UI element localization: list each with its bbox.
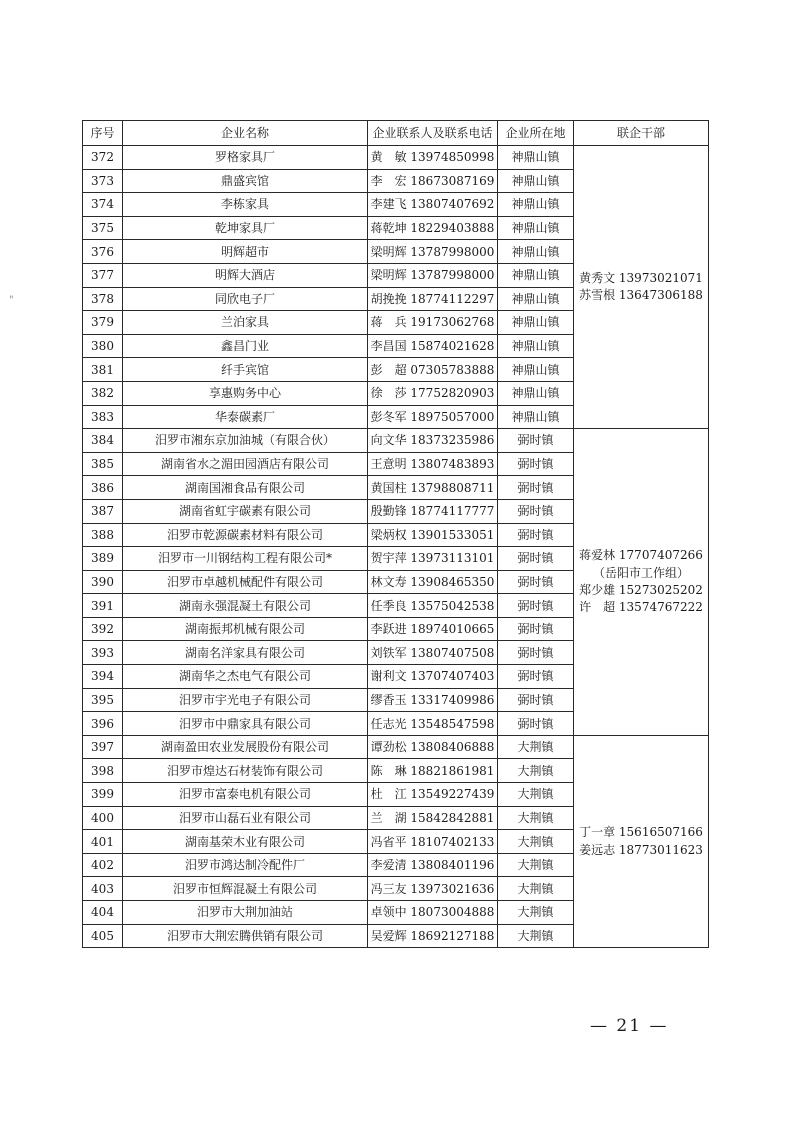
row-contact: 林文寿 13908465350: [368, 570, 498, 594]
row-town: 神鼎山镇: [498, 193, 574, 217]
row-enterprise-name: 乾坤家具厂: [123, 216, 368, 240]
row-town: 神鼎山镇: [498, 358, 574, 382]
row-town: 神鼎山镇: [498, 169, 574, 193]
row-enterprise-name: 汨罗市湘东京加油城（有限合伙）: [123, 429, 368, 453]
row-no: 379: [83, 311, 123, 335]
row-contact: 殷勤锋 18774117777: [368, 499, 498, 523]
row-town: 弼时镇: [498, 641, 574, 665]
row-enterprise-name: 汨罗市富泰电机有限公司: [123, 783, 368, 807]
row-contact: 冯省平 18107402133: [368, 830, 498, 854]
header-no: 序号: [83, 121, 123, 146]
cadre-group: [574, 429, 709, 736]
row-contact: 黄国柱 13798808711: [368, 476, 498, 500]
row-no: 395: [83, 688, 123, 712]
cadre-group: [574, 146, 709, 429]
row-contact: 任志光 13548547598: [368, 712, 498, 736]
row-enterprise-name: 明辉超市: [123, 240, 368, 264]
header-contact: 企业联系人及联系电话: [368, 121, 498, 146]
row-no: 400: [83, 806, 123, 830]
row-no: 377: [83, 263, 123, 287]
row-town: 大荆镇: [498, 759, 574, 783]
row-no: 404: [83, 901, 123, 925]
row-town: 大荆镇: [498, 783, 574, 807]
cadre-line: 苏雪根 13647306188: [579, 288, 703, 303]
row-town: 弼时镇: [498, 594, 574, 618]
row-enterprise-name: 鑫昌门业: [123, 334, 368, 358]
row-contact: 彭 超 07305783888: [368, 358, 498, 382]
row-town: 大荆镇: [498, 806, 574, 830]
row-no: 372: [83, 146, 123, 170]
header-cadre: 联企干部: [574, 121, 709, 146]
row-contact: 蒋乾坤 18229403888: [368, 216, 498, 240]
row-no: 373: [83, 169, 123, 193]
row-enterprise-name: 湖南华之杰电气有限公司: [123, 665, 368, 689]
row-town: 大荆镇: [498, 853, 574, 877]
row-town: 弼时镇: [498, 429, 574, 453]
row-contact: 彭冬军 18975057000: [368, 405, 498, 429]
row-no: 384: [83, 429, 123, 453]
row-contact: 李跃进 18974010665: [368, 617, 498, 641]
row-no: 374: [83, 193, 123, 217]
row-contact: 刘铁军 13807407508: [368, 641, 498, 665]
row-no: 403: [83, 877, 123, 901]
row-contact: 梁明辉 13787998000: [368, 240, 498, 264]
row-no: 386: [83, 476, 123, 500]
row-contact: 卓领中 18073004888: [368, 901, 498, 925]
cadre-line: 黄秀文 13973021071: [579, 270, 703, 285]
row-no: 388: [83, 523, 123, 547]
row-no: 399: [83, 783, 123, 807]
row-no: 397: [83, 735, 123, 759]
row-contact: 冯三友 13973021636: [368, 877, 498, 901]
row-town: 神鼎山镇: [498, 334, 574, 358]
row-contact: 李建飞 13807407692: [368, 193, 498, 217]
cadre-line: （岳阳市工作组）: [592, 565, 689, 580]
row-town: 弼时镇: [498, 712, 574, 736]
cadre-line: 蒋爱林 17707407266: [579, 548, 703, 563]
row-no: 394: [83, 665, 123, 689]
row-contact: 梁明辉 13787998000: [368, 263, 498, 287]
row-contact: 王意明 13807483893: [368, 452, 498, 476]
row-enterprise-name: 汨罗市宇光电子有限公司: [123, 688, 368, 712]
row-enterprise-name: 汨罗市煌达石材装饰有限公司: [123, 759, 368, 783]
row-enterprise-name: 汨罗市恒辉混凝土有限公司: [123, 877, 368, 901]
cadre-group: [574, 735, 709, 947]
row-enterprise-name: 汨罗市一川钢结构工程有限公司*: [123, 547, 368, 571]
cadre-line: 姜远志 18773011623: [579, 842, 703, 857]
row-contact: 李昌国 15874021628: [368, 334, 498, 358]
row-contact: 徐 莎 17752820903: [368, 381, 498, 405]
row-enterprise-name: 汨罗市中鼎家具有限公司: [123, 712, 368, 736]
row-contact: 梁炳权 13901533051: [368, 523, 498, 547]
row-enterprise-name: 鼎盛宾馆: [123, 169, 368, 193]
row-town: 弼时镇: [498, 523, 574, 547]
row-no: 382: [83, 381, 123, 405]
row-no: 398: [83, 759, 123, 783]
row-enterprise-name: 湖南名洋家具有限公司: [123, 641, 368, 665]
row-no: 375: [83, 216, 123, 240]
row-no: 393: [83, 641, 123, 665]
row-contact: 兰 湖 15842842881: [368, 806, 498, 830]
table-body: [83, 146, 709, 948]
row-town: 大荆镇: [498, 924, 574, 948]
page-number: — 21 —: [590, 1016, 669, 1036]
row-town: 神鼎山镇: [498, 381, 574, 405]
row-contact: 陈 琳 18821861981: [368, 759, 498, 783]
row-enterprise-name: 享惠购务中心: [123, 381, 368, 405]
row-town: 大荆镇: [498, 830, 574, 854]
row-town: 大荆镇: [498, 877, 574, 901]
row-no: 385: [83, 452, 123, 476]
row-town: 神鼎山镇: [498, 216, 574, 240]
row-town: 神鼎山镇: [498, 311, 574, 335]
row-contact: 胡挽挽 18774112297: [368, 287, 498, 311]
row-no: 390: [83, 570, 123, 594]
row-enterprise-name: 罗格家具厂: [123, 146, 368, 170]
row-no: 381: [83, 358, 123, 382]
row-enterprise-name: 湖南盈田农业发展股份有限公司: [123, 735, 368, 759]
cadre-line: 丁一章 15616507166: [579, 825, 703, 840]
row-town: 神鼎山镇: [498, 263, 574, 287]
row-enterprise-name: 同欣电子厂: [123, 287, 368, 311]
row-enterprise-name: 明辉大酒店: [123, 263, 368, 287]
table-row: [83, 429, 709, 453]
row-town: 弼时镇: [498, 617, 574, 641]
row-enterprise-name: 汨罗市山磊石业有限公司: [123, 806, 368, 830]
table-row: [83, 735, 709, 759]
row-no: 387: [83, 499, 123, 523]
row-enterprise-name: 华泰碳素厂: [123, 405, 368, 429]
row-no: 378: [83, 287, 123, 311]
row-contact: 吴爱辉 18692127188: [368, 924, 498, 948]
row-enterprise-name: 湖南省水之湄田园酒店有限公司: [123, 452, 368, 476]
row-enterprise-name: 汨罗市乾源碳素材料有限公司: [123, 523, 368, 547]
row-contact: 李爱清 13808401196: [368, 853, 498, 877]
row-no: 401: [83, 830, 123, 854]
row-enterprise-name: 兰泊家具: [123, 311, 368, 335]
row-no: 380: [83, 334, 123, 358]
row-town: 大荆镇: [498, 735, 574, 759]
row-no: 389: [83, 547, 123, 571]
row-enterprise-name: 湖南省虹宇碳素有限公司: [123, 499, 368, 523]
row-enterprise-name: 湖南永强混凝土有限公司: [123, 594, 368, 618]
row-town: 弼时镇: [498, 570, 574, 594]
row-town: 弼时镇: [498, 499, 574, 523]
row-contact: 谢利文 13707407403: [368, 665, 498, 689]
row-enterprise-name: 汨罗市大荆宏腾供销有限公司: [123, 924, 368, 948]
row-no: 405: [83, 924, 123, 948]
row-enterprise-name: 湖南基荣木业有限公司: [123, 830, 368, 854]
margin-mark: ": [9, 295, 14, 306]
row-contact: 向文华 18373235986: [368, 429, 498, 453]
row-no: 383: [83, 405, 123, 429]
row-enterprise-name: 纤手宾馆: [123, 358, 368, 382]
row-enterprise-name: 湖南振邦机械有限公司: [123, 617, 368, 641]
row-town: 神鼎山镇: [498, 146, 574, 170]
row-enterprise-name: 李栋家具: [123, 193, 368, 217]
row-town: 大荆镇: [498, 901, 574, 925]
row-contact: 缪香玉 13317409986: [368, 688, 498, 712]
row-town: 神鼎山镇: [498, 287, 574, 311]
table-row: [83, 146, 709, 170]
row-no: 396: [83, 712, 123, 736]
row-town: 弼时镇: [498, 476, 574, 500]
row-town: 弼时镇: [498, 452, 574, 476]
row-town: 神鼎山镇: [498, 405, 574, 429]
row-contact: 任季良 13575042538: [368, 594, 498, 618]
row-no: 391: [83, 594, 123, 618]
enterprise-contact-table: [82, 120, 709, 948]
row-contact: 黄 敏 13974850998: [368, 146, 498, 170]
row-enterprise-name: 湖南国湘食品有限公司: [123, 476, 368, 500]
row-no: 392: [83, 617, 123, 641]
row-contact: 杜 江 13549227439: [368, 783, 498, 807]
row-enterprise-name: 汨罗市大荆加油站: [123, 901, 368, 925]
row-no: 376: [83, 240, 123, 264]
row-enterprise-name: 汨罗市卓越机械配件有限公司: [123, 570, 368, 594]
row-town: 弼时镇: [498, 665, 574, 689]
header-town: 企业所在地: [498, 121, 574, 146]
row-contact: 谭劲松 13808406888: [368, 735, 498, 759]
row-town: 弼时镇: [498, 547, 574, 571]
row-no: 402: [83, 853, 123, 877]
row-contact: 李 宏 18673087169: [368, 169, 498, 193]
cadre-line: 郑少雄 15273025202: [579, 582, 703, 597]
row-town: 神鼎山镇: [498, 240, 574, 264]
header-enterprise-name: 企业名称: [123, 121, 368, 146]
table-header-row: [83, 121, 709, 146]
row-contact: 贺宇萍 13973113101: [368, 547, 498, 571]
row-contact: 蒋 兵 19173062768: [368, 311, 498, 335]
row-town: 弼时镇: [498, 688, 574, 712]
row-enterprise-name: 汨罗市鸿达制冷配件厂: [123, 853, 368, 877]
cadre-line: 许 超 13574767222: [579, 600, 703, 615]
